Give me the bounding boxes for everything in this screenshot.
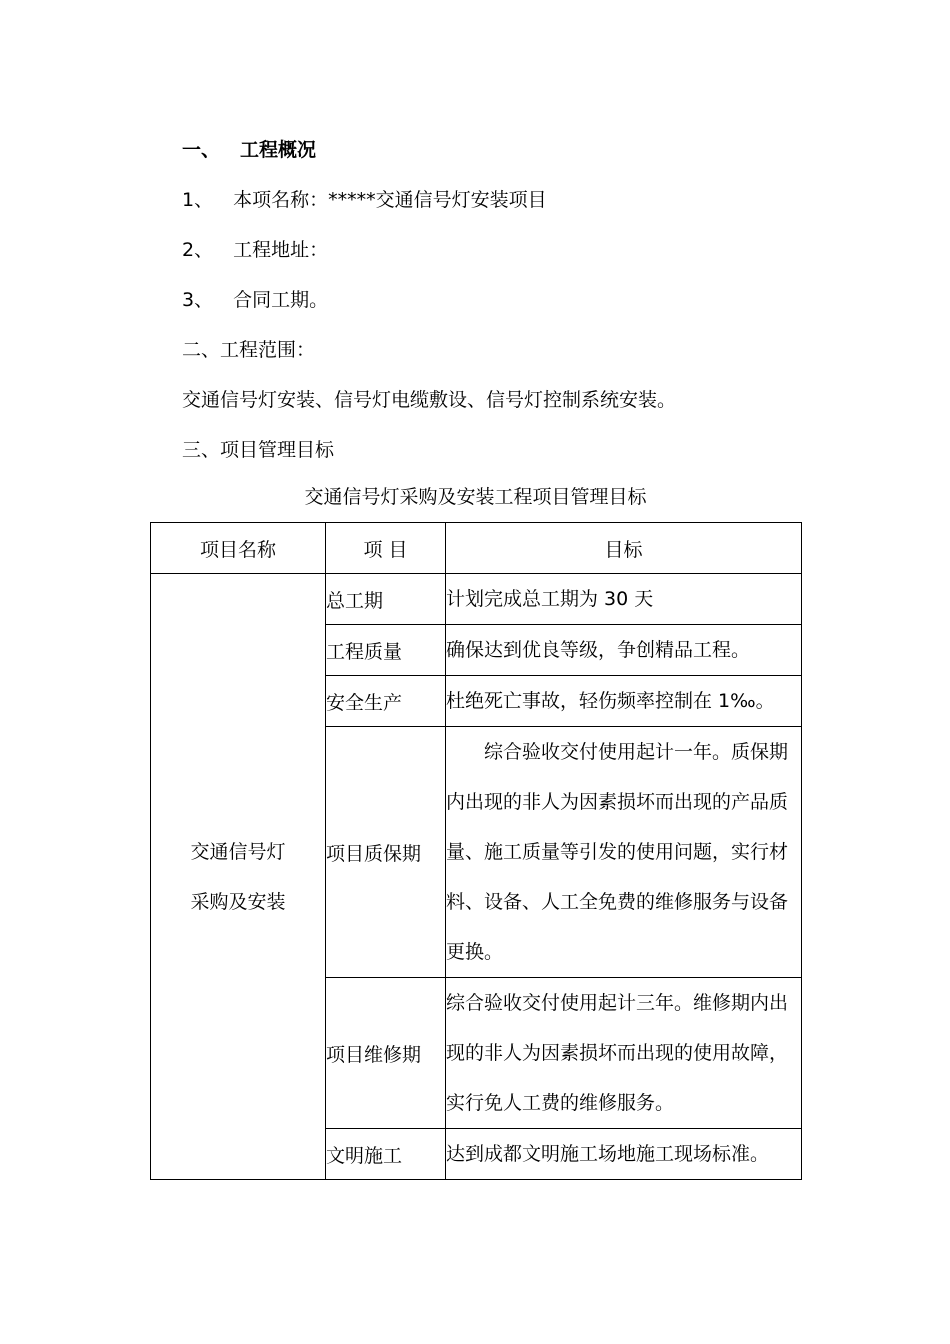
item-cell: 总工期	[326, 574, 446, 625]
heading-project-scope	[182, 338, 315, 362]
item-project-address	[182, 238, 328, 262]
header-project-name: 项目名称	[151, 523, 326, 574]
heading-management-goals	[182, 438, 334, 462]
table-row	[151, 574, 802, 625]
goal-cell: 综合验收交付使用起计三年。维修期内出现的非人为因素损坏而出现的使用故障，实行免人工费的维修服务。	[446, 978, 802, 1129]
scope-description	[182, 388, 676, 412]
project-name-line: 交通信号灯	[190, 840, 286, 863]
heading-project-overview	[182, 138, 316, 162]
item-cell: 工程质量	[326, 625, 446, 676]
goal-cell: 杜绝死亡事故，轻伤频率控制在 1‰。	[446, 676, 802, 727]
header-item: 项 目	[326, 523, 446, 574]
item-project-name	[182, 188, 547, 212]
goal-cell: 达到成都文明施工场地施工现场标准。	[446, 1129, 802, 1180]
management-goals-table	[150, 522, 802, 1180]
heading-text: 三、项目管理目标	[182, 439, 335, 461]
item-cell: 项目质保期	[326, 727, 446, 978]
table-header-row	[151, 523, 802, 574]
item-text: 合同工期。	[233, 289, 329, 311]
item-contract-period	[182, 288, 328, 312]
item-text: 本项名称：*****交通信号灯安装项目	[233, 189, 547, 211]
project-name-line: 采购及安装	[190, 890, 286, 913]
item-number: 2、	[182, 239, 214, 261]
table-caption: 交通信号灯采购及安装工程项目管理目标	[304, 486, 647, 508]
paragraph-text: 交通信号灯安装、信号灯电缆敷设、信号灯控制系统安装。	[182, 389, 677, 411]
goal-cell: 综合验收交付使用起计一年。质保期内出现的非人为因素损坏而出现的产品质量、施工质量等引发的使用问题，实行材料、设备、人工全免费的维修服务与设备更换。	[446, 727, 802, 978]
heading-number: 一、	[182, 139, 221, 161]
project-name-cell	[151, 574, 326, 1180]
item-cell: 安全生产	[326, 676, 446, 727]
item-number: 1、	[182, 189, 214, 211]
item-cell: 文明施工	[326, 1129, 446, 1180]
header-goal: 目标	[446, 523, 802, 574]
goal-cell: 确保达到优良等级，争创精品工程。	[446, 625, 802, 676]
heading-text: 工程概况	[240, 139, 317, 161]
heading-text: 二、工程范围：	[182, 339, 316, 361]
item-cell: 项目维修期	[326, 978, 446, 1129]
item-text: 工程地址：	[233, 239, 329, 261]
goal-cell: 计划完成总工期为 30 天	[446, 574, 802, 625]
item-number: 3、	[182, 289, 214, 311]
